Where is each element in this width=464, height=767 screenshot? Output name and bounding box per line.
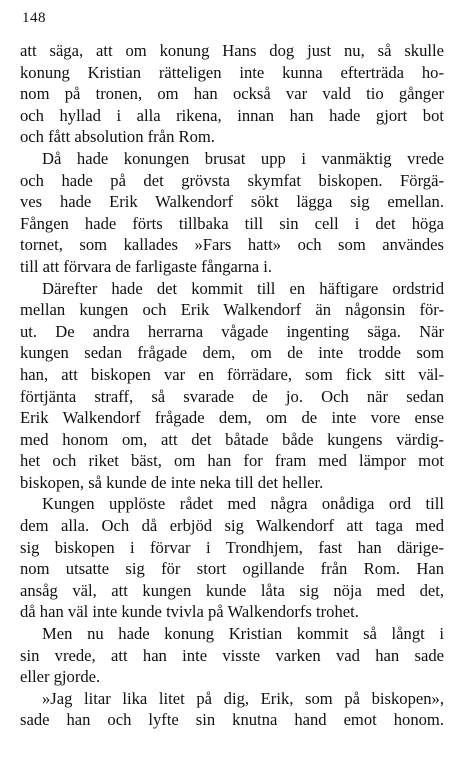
text-line: Då hade konungen brusat upp i vanmäktig vrede bbox=[42, 148, 444, 168]
text-line: och hade på det grövsta skymfat biskopen. Förgä- bbox=[20, 170, 444, 190]
text-line: Kungen upplöste rådet med några onådiga ord till bbox=[42, 494, 444, 514]
text-line: eller gjorde. bbox=[20, 667, 101, 687]
text-line: ves hade Erik Walkendorf sökt lägga sig emellan. bbox=[20, 192, 444, 212]
text-line: konung Kristian rätteligen inte kunna efterträda ho- bbox=[20, 62, 444, 82]
text-line: tornet, som kallades »Fars hatt» och som användes bbox=[20, 235, 444, 255]
text-line: och hyllad i alla rikena, innan han hade gjort bot bbox=[20, 105, 444, 125]
text-line: sin vrede, att han inte visste varken vad han sade bbox=[20, 645, 444, 665]
text-line: Fången hade förts tillbaka till sin cell i det höga bbox=[20, 213, 444, 233]
text-line: med honom om, att det båtade både kungens värdig- bbox=[20, 429, 444, 449]
text-line: dem alla. Och då erbjöd sig Walkendorf att taga med bbox=[20, 516, 444, 536]
page-body-text bbox=[20, 40, 444, 731]
book-page bbox=[20, 8, 444, 731]
text-line: ansåg väl, att kungen kunde låta sig nöja med det, bbox=[20, 580, 444, 600]
text-line: mellan kungen och Erik Walkendorf än någonsin för- bbox=[20, 300, 444, 320]
text-line: het och riket bäst, om han for fram med lämpor mot bbox=[20, 451, 444, 471]
text-line: sade han och lyfte sin knutna hand emot honom. bbox=[20, 710, 444, 730]
text-line: Erik Walkendorf frågade dem, om de inte vore ense bbox=[20, 408, 444, 428]
text-line: han, att biskopen var en förrädare, som fick sitt väl- bbox=[20, 364, 444, 384]
text-line: nom utsatte sig för stort ogillande från Rom. Han bbox=[20, 559, 444, 579]
page-number: 148 bbox=[22, 10, 46, 26]
text-line: »Jag litar lika litet på dig, Erik, som på biskopen», bbox=[42, 688, 444, 708]
text-line: och fått absolution från Rom. bbox=[20, 127, 215, 147]
text-line: nom på tronen, om han också var vald tio gånger bbox=[20, 84, 444, 104]
text-line: kungen sedan frågade dem, om de inte trodde som bbox=[20, 343, 444, 363]
text-line: Men nu hade konung Kristian kommit så långt i bbox=[42, 624, 444, 644]
text-line: förtjänta straff, så svarade de jo. Och när sedan bbox=[20, 386, 444, 406]
text-line: sig biskopen i förvar i Trondhjem, fast han därige- bbox=[20, 537, 444, 557]
text-line: då han väl inte kunde tvivla på Walkendorfs trohet. bbox=[20, 602, 359, 622]
text-line: till att förvara de farligaste fångarna i. bbox=[20, 256, 273, 276]
text-line: att säga, att om konung Hans dog just nu, så skulle bbox=[20, 41, 444, 60]
text-line: Därefter hade det kommit till en häftigare ordstrid bbox=[42, 278, 444, 298]
text-line: ut. De andra herrarna vågade ingenting säga. När bbox=[20, 321, 444, 341]
text-line: biskopen, så kunde de inte neka till det heller. bbox=[20, 472, 324, 492]
